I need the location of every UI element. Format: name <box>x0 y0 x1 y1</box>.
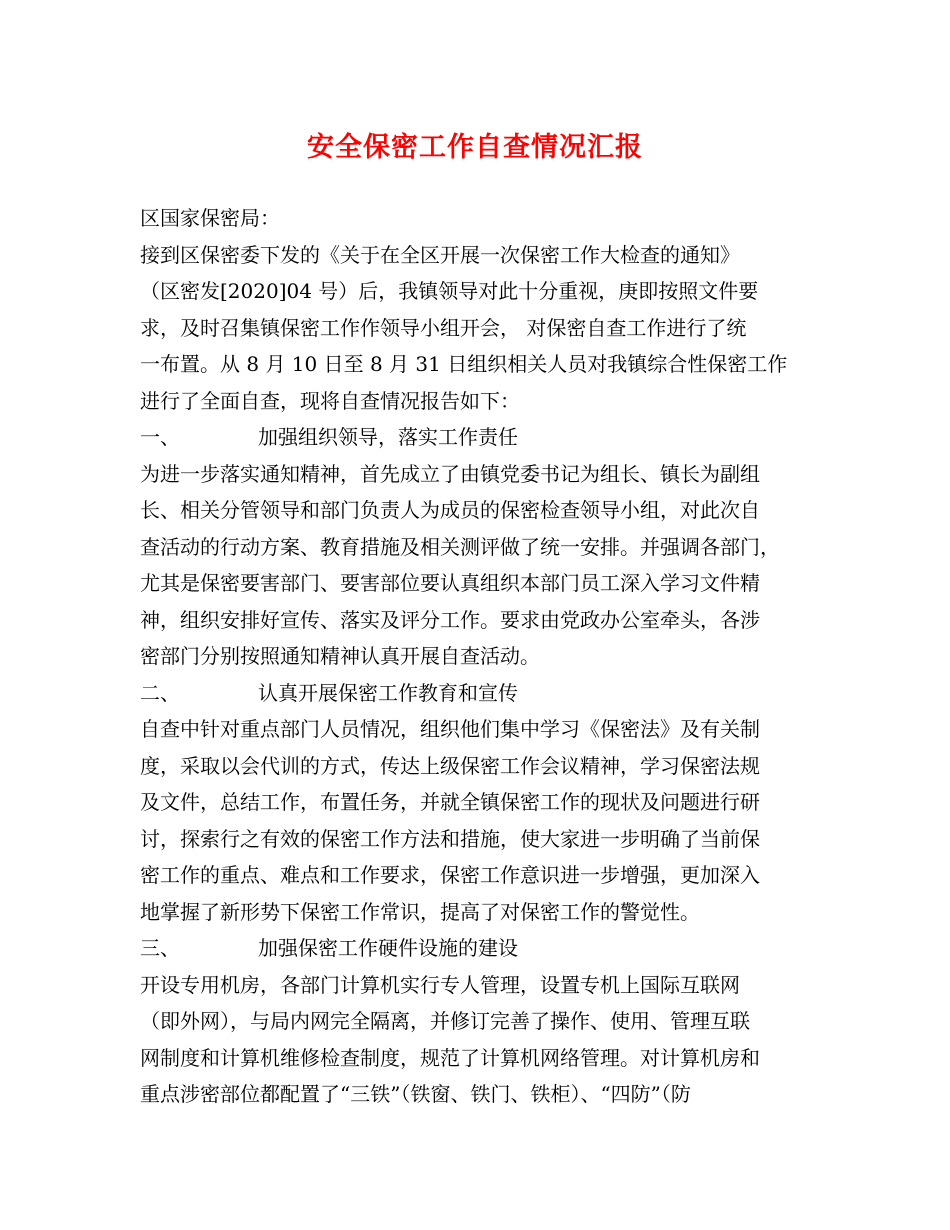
paragraph-line: 神，组织安排好宣传、落实及评分工作。要求由党政办公室牵头，各涉 <box>140 607 760 632</box>
section-heading-text: 加强保密工作硬件设施的建设 <box>258 936 518 960</box>
addressee: 区国家保密局： <box>140 206 280 230</box>
intro-line: （区密发[2020]04 号）后，我镇领导对此十分重视，庚即按照文件要 <box>140 279 759 303</box>
paragraph-line: 长、相关分管领导和部门负责人为成员的保密检查领导小组，对此次自 <box>140 498 760 522</box>
paragraph-line: 为进一步落实通知精神，首先成立了由镇党委书记为组长、镇长为副组 <box>140 461 760 486</box>
paragraph-line: 尤其是保密要害部门、要害部位要认真组织本部门员工深入学习文件精 <box>140 571 760 595</box>
paragraph-line: 地掌握了新形势下保密工作常识，提高了对保密工作的警觉性。 <box>140 899 700 924</box>
document-title: 安全保密工作自查情况汇报 <box>307 132 643 163</box>
paragraph-line: 网制度和计算机维修检查制度，规范了计算机网络管理。对计算机房和 <box>140 1045 760 1070</box>
paragraph-line: 度，采取以会代训的方式，传达上级保密工作会议精神，学习保密法规 <box>140 753 760 778</box>
paragraph-line: 讨，探索行之有效的保密工作方法和措施，使大家进一步明确了当前保 <box>140 826 760 851</box>
section-heading-3 <box>140 930 816 967</box>
section-number: 三、 <box>140 936 180 960</box>
intro-line: 一布置。从 8 月 10 日至 8 月 31 日组织相关人员对我镇综合性保密工作 <box>140 352 788 376</box>
paragraph-line: 自查中针对重点部门人员情况，组织他们集中学习《保密法》及有关制 <box>140 717 760 741</box>
section-heading-1 <box>140 419 816 456</box>
intro-line: 进行了全面自查，现将自查情况报告如下： <box>140 388 520 413</box>
section-heading-text: 加强组织领导，落实工作责任 <box>258 425 518 449</box>
section-heading-text: 认真开展保密工作教育和宣传 <box>258 680 518 705</box>
paragraph-line: 查活动的行动方案、教育措施及相关测评做了统一安排。并强调各部门， <box>140 534 780 559</box>
section-number: 一、 <box>140 425 180 449</box>
paragraph-line: 重点涉密部位都配置了“三铁”（铁窗、铁门、铁柜）、“四防”（防 <box>140 1082 691 1106</box>
intro-line: 接到区保密委下发的《关于在全区开展一次保密工作大检查的通知》 <box>140 242 740 267</box>
section-heading-2 <box>140 675 816 712</box>
section-number: 二、 <box>140 680 180 705</box>
paragraph-line: 及文件，总结工作，布置任务，并就全镇保密工作的现状及问题进行研 <box>140 790 760 814</box>
paragraph-line: （即外网），与局内网完全隔离，并修订完善了操作、使用、管理互联 <box>140 1009 750 1033</box>
paragraph-line: 密工作的重点、难点和工作要求，保密工作意识进一步增强，更加深入 <box>140 863 760 887</box>
paragraph-line: 开设专用机房，各部门计算机实行专人管理，设置专机上国际互联网 <box>140 972 740 997</box>
intro-line: 求，及时召集镇保密工作作领导小组开会， 对保密自查工作进行了统 <box>140 315 747 340</box>
document-body <box>140 200 816 1113</box>
paragraph-line: 密部门分别按照通知精神认真开展自查活动。 <box>140 644 540 668</box>
